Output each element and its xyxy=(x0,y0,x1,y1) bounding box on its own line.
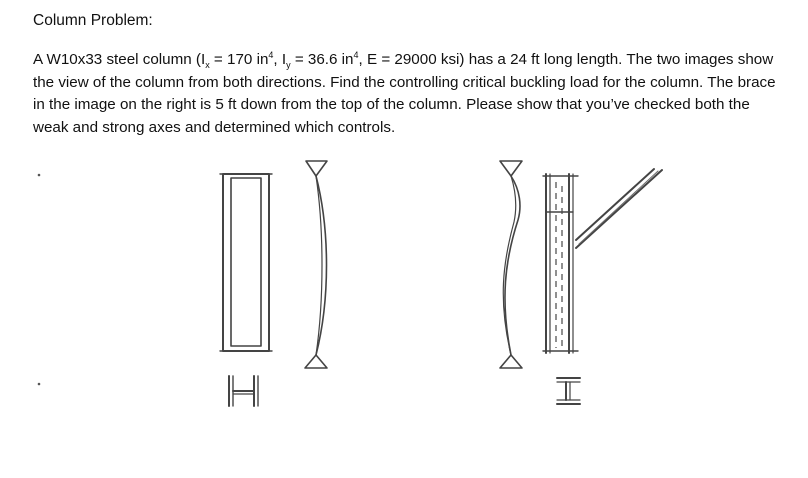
right-buckled-shape xyxy=(500,161,522,368)
left-buckled-shape xyxy=(305,161,327,368)
h-section-icon xyxy=(229,376,258,406)
left-column-outline xyxy=(223,174,269,351)
left-column-inner-line xyxy=(231,178,261,346)
bottom-pin-support-icon xyxy=(500,355,522,368)
margin-dot xyxy=(38,383,41,386)
column-sketch-figure xyxy=(0,150,808,478)
bottom-pin-support-icon xyxy=(305,355,327,368)
right-column-front-view xyxy=(543,174,578,353)
top-pin-support-icon xyxy=(500,161,522,176)
buckled-curve-outer xyxy=(316,176,327,355)
top-pin-support-icon xyxy=(306,161,327,176)
left-column-side-view xyxy=(220,174,272,351)
diagonal-brace xyxy=(576,169,662,248)
problem-statement: A W10x33 steel column ($I_x = 170$ $in^4$, $I_y = 36.6$ $in^4$, E = 29000 ksi) has a 24 ft long length. The two images show the view of the column from both directions. Find the controlling critical buckling load for the column. The brace in the image on the right is 5 ft down from the top of the column. Please show that you’ve checked both the weak and strong axes and determined which controls. xyxy=(33,49,776,136)
double-curve-outer xyxy=(505,176,520,355)
i-section-icon xyxy=(557,378,580,404)
problem-heading: Column Problem: xyxy=(33,12,153,29)
margin-dot xyxy=(38,174,41,177)
double-curve-inner xyxy=(503,176,515,355)
column-sketch-svg xyxy=(0,150,808,478)
